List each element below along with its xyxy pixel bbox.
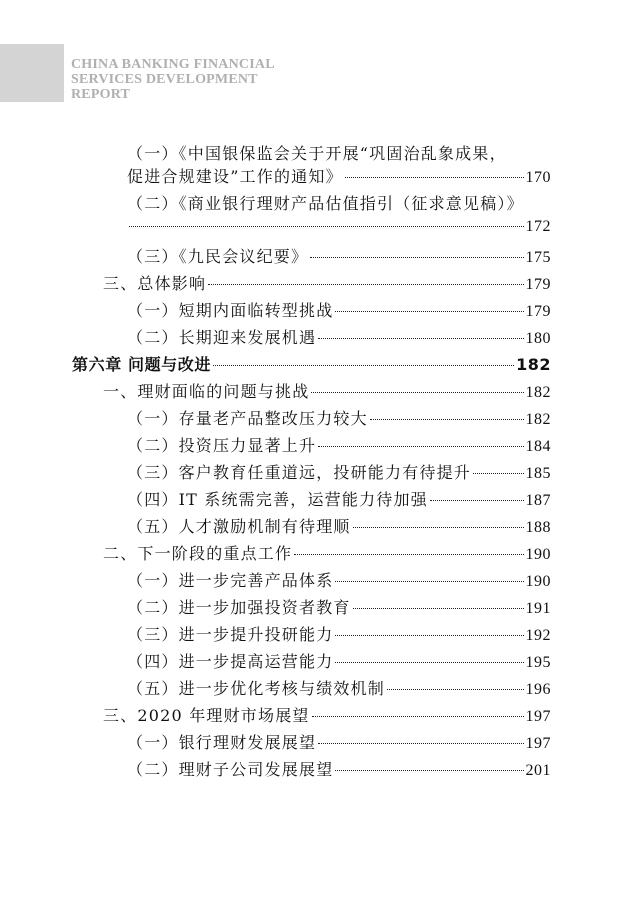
toc-entry-page: 179 bbox=[525, 276, 551, 293]
toc-entry-text: （四）IT 系统需完善，运营能力待加强 bbox=[127, 490, 428, 509]
toc-entry-text: （二）《商业银行理财产品估值指引（征求意见稿）》 bbox=[127, 194, 524, 213]
toc-entry[interactable] bbox=[127, 595, 551, 621]
toc-entry-page: 195 bbox=[525, 654, 551, 671]
toc-entry-text: （二）理财子公司发展展望 bbox=[127, 760, 334, 779]
toc-entry-page: 197 bbox=[525, 708, 551, 725]
toc-entry-text: （一）《中国银保监会关于开展“巩固治乱象成果， bbox=[127, 144, 507, 163]
toc-entry-text: 二、下一阶段的重点工作 bbox=[103, 544, 293, 563]
toc-entry[interactable] bbox=[127, 622, 551, 648]
toc-entry[interactable] bbox=[127, 676, 551, 702]
toc-entry[interactable] bbox=[127, 218, 551, 244]
toc-leader-dots bbox=[310, 257, 523, 258]
toc-entry-text: 三、总体影响 bbox=[103, 274, 207, 293]
toc-entry-page: 192 bbox=[525, 627, 551, 644]
toc-leader-dots bbox=[129, 226, 524, 227]
toc-entry[interactable] bbox=[103, 271, 551, 297]
toc-entry-page: 180 bbox=[525, 330, 551, 347]
toc-entry[interactable] bbox=[127, 433, 551, 459]
toc-entry-page: 188 bbox=[525, 519, 551, 536]
toc-entry-text: （一）短期内面临转型挑战 bbox=[127, 301, 334, 320]
toc-entry[interactable] bbox=[127, 514, 551, 540]
toc-entry-page: 182 bbox=[516, 355, 551, 374]
toc-chapter-entry[interactable] bbox=[72, 352, 551, 378]
toc-entry-page: 201 bbox=[525, 762, 551, 779]
toc-entry-page: 196 bbox=[525, 681, 551, 698]
toc-entry-text: （一）银行理财发展展望 bbox=[127, 733, 317, 752]
toc-entry-text: （二）投资压力显著上升 bbox=[127, 436, 317, 455]
toc-leader-dots bbox=[335, 581, 523, 582]
toc-leader-dots bbox=[213, 365, 514, 366]
toc-entry-text: （三）进一步提升投研能力 bbox=[127, 625, 334, 644]
toc-entry-page: 197 bbox=[525, 735, 551, 752]
toc-leader-dots bbox=[473, 473, 523, 474]
toc-entry-text: （五）进一步优化考核与绩效机制 bbox=[127, 679, 386, 698]
header-gray-block bbox=[0, 44, 64, 102]
toc-entry[interactable] bbox=[103, 541, 551, 567]
toc-entry[interactable] bbox=[127, 757, 551, 783]
toc-entry-page: 170 bbox=[525, 169, 551, 186]
toc-leader-dots bbox=[208, 284, 523, 285]
header-line-2: SERVICES DEVELOPMENT bbox=[71, 72, 258, 87]
header-line-3: REPORT bbox=[71, 87, 131, 102]
toc-leader-dots bbox=[345, 177, 524, 178]
toc-entry-page: 190 bbox=[525, 573, 551, 590]
toc-entry-text: （一）存量老产品整改压力较大 bbox=[127, 409, 368, 428]
toc-leader-dots bbox=[311, 392, 523, 393]
toc-entry-text: （一）进一步完善产品体系 bbox=[127, 571, 334, 590]
toc-entry-text: （三）客户教育任重道远，投研能力有待提升 bbox=[127, 463, 472, 482]
toc-leader-dots bbox=[353, 608, 524, 609]
toc-entry[interactable] bbox=[127, 487, 551, 513]
toc-entry-text: （三）《九民会议纪要》 bbox=[127, 247, 309, 266]
toc-leader-dots bbox=[430, 500, 524, 501]
toc-entry-page: 184 bbox=[525, 438, 551, 455]
toc-entry-page: 191 bbox=[525, 600, 551, 617]
toc-leader-dots bbox=[387, 689, 523, 690]
toc-entry-text: （二）长期迎来发展机遇 bbox=[127, 328, 317, 347]
toc-entry-text: 促进合规建设”工作的通知》 bbox=[127, 167, 343, 186]
header-line-1: CHINA BANKING FINANCIAL bbox=[71, 57, 275, 72]
toc-entry[interactable] bbox=[127, 244, 551, 270]
toc-entry-page: 179 bbox=[525, 303, 551, 320]
toc-leader-dots bbox=[335, 311, 523, 312]
toc-entry[interactable] bbox=[127, 730, 551, 756]
toc-entry-text: （四）进一步提高运营能力 bbox=[127, 652, 334, 671]
toc-entry[interactable] bbox=[127, 406, 551, 432]
toc-entry-page: 182 bbox=[525, 384, 551, 401]
toc-entry[interactable] bbox=[127, 325, 551, 351]
toc-entry-text: 三、2020 年理财市场展望 bbox=[103, 706, 310, 725]
toc-entry[interactable] bbox=[127, 568, 551, 594]
toc-entry[interactable] bbox=[127, 460, 551, 486]
toc-entry[interactable] bbox=[103, 703, 551, 729]
toc-leader-dots bbox=[318, 743, 523, 744]
toc-leader-dots bbox=[335, 662, 523, 663]
toc-leader-dots bbox=[294, 554, 523, 555]
toc-chapter-title: 第六章 问题与改进 bbox=[72, 355, 211, 374]
toc-entry-page: 172 bbox=[525, 218, 551, 235]
toc-entry-text: （五）人才激励机制有待理顺 bbox=[127, 517, 351, 536]
toc-leader-dots bbox=[318, 446, 523, 447]
toc-entry[interactable] bbox=[103, 379, 551, 405]
toc-entry-page: 185 bbox=[525, 465, 551, 482]
toc-entry-text: （二）进一步加强投资者教育 bbox=[127, 598, 351, 617]
toc-leader-dots bbox=[353, 527, 524, 528]
toc-entry-page: 190 bbox=[525, 546, 551, 563]
toc-leader-dots bbox=[318, 338, 523, 339]
toc-entry-page: 175 bbox=[525, 249, 551, 266]
toc-entry-page: 182 bbox=[525, 411, 551, 428]
toc-entry[interactable] bbox=[127, 298, 551, 324]
toc-entry-page: 187 bbox=[525, 492, 551, 509]
toc-entry[interactable] bbox=[127, 164, 551, 190]
toc-leader-dots bbox=[370, 419, 524, 420]
toc-leader-dots bbox=[335, 770, 523, 771]
toc-entry-text: 一、理财面临的问题与挑战 bbox=[103, 382, 310, 401]
toc-leader-dots bbox=[312, 716, 524, 717]
toc-entry[interactable] bbox=[127, 649, 551, 675]
toc-leader-dots bbox=[335, 635, 523, 636]
running-header bbox=[71, 57, 331, 102]
